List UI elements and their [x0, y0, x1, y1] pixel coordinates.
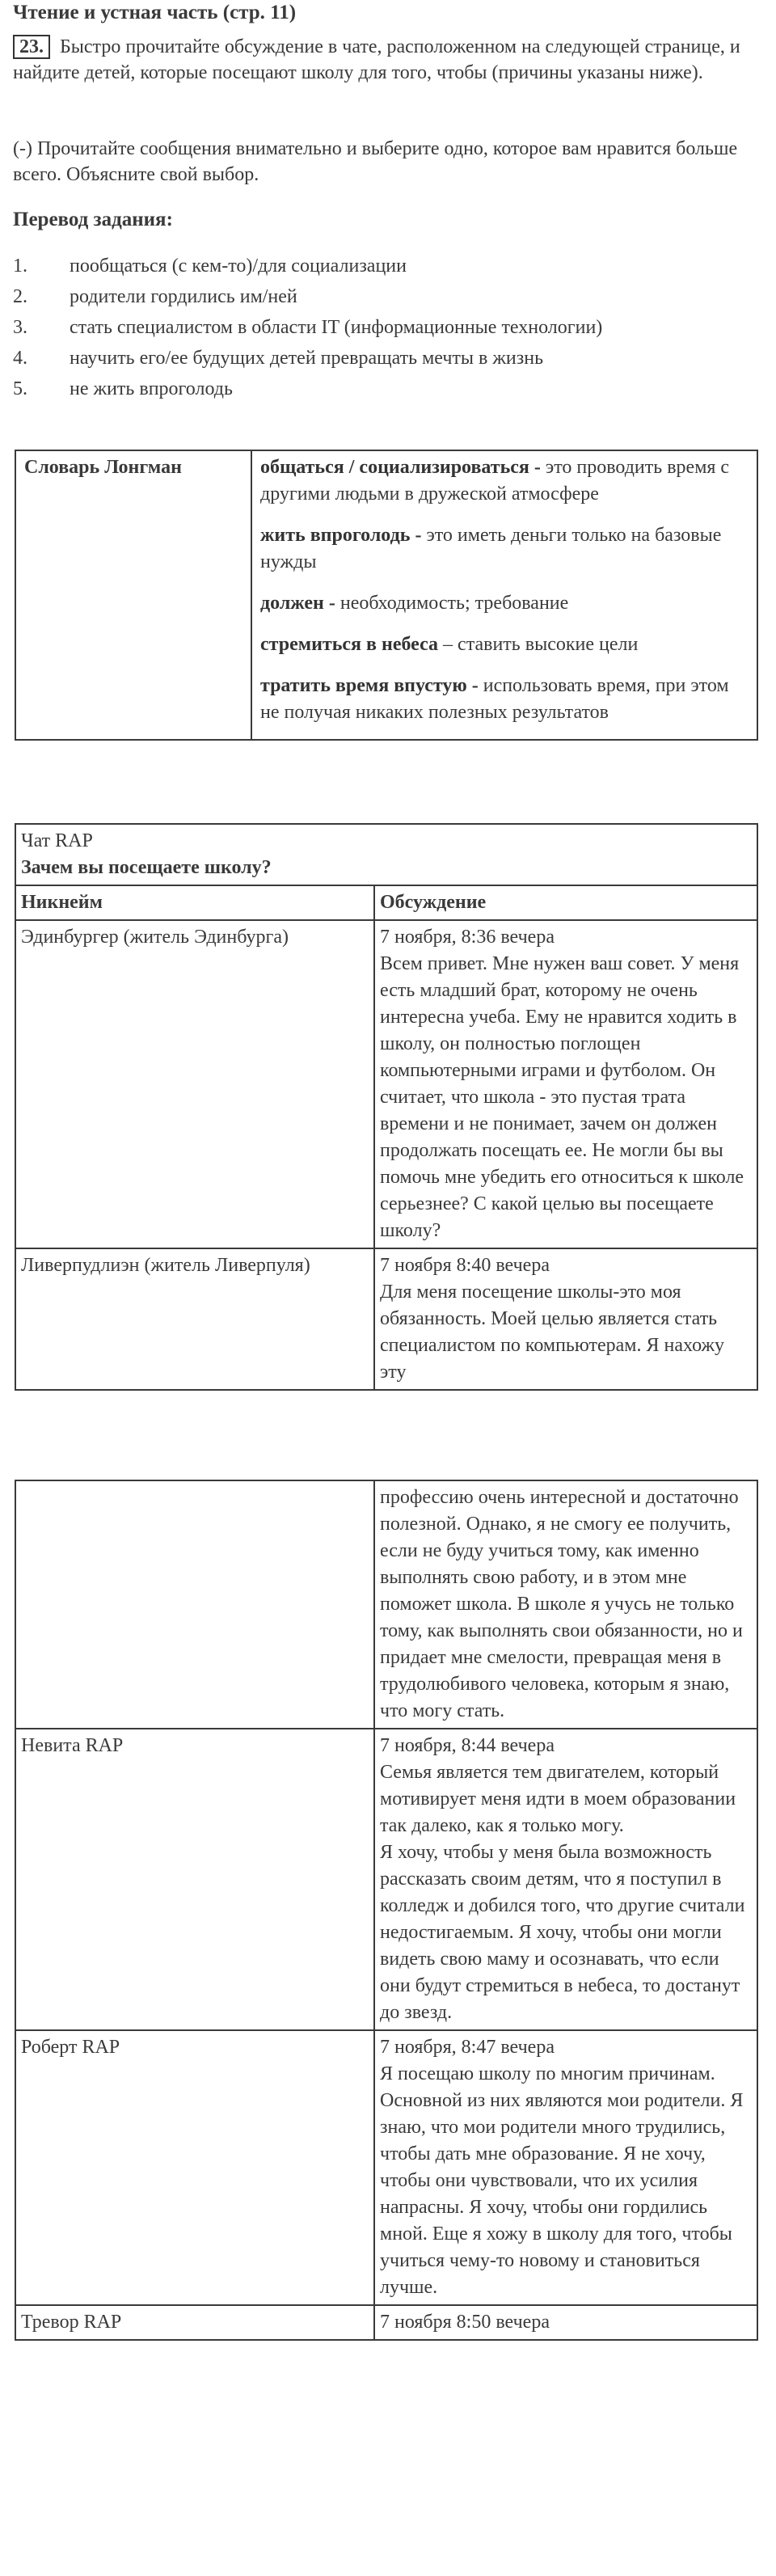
chat-title-cell: [15, 824, 757, 885]
chat-header-row: [15, 885, 757, 920]
chat-table-part-1: [15, 823, 758, 1391]
message-cell: [374, 1480, 757, 1729]
reason-text: научить его/ее будущих детей превращать мечты в жизнь: [70, 348, 544, 369]
message-text: Для меня посещение школы-это моя обязанность. Моей целью является стать специалистом по компьютерам. Я нахожу эту: [380, 1282, 725, 1383]
chat-message-row: [15, 920, 757, 1248]
reason-item: [13, 281, 740, 312]
reason-text: стать специалистом в области IT (информационные технологии): [70, 317, 603, 338]
message-nickname: Невита RAP: [15, 1729, 374, 2030]
reason-number: 2.: [13, 286, 27, 307]
dictionary-separator: –: [438, 634, 458, 655]
message-nickname: Роберт RAP: [15, 2030, 374, 2305]
dictionary-term: общаться / социализироваться: [260, 457, 529, 478]
dictionary-entry: [260, 454, 749, 508]
reason-item: [13, 312, 740, 343]
message-cell: [374, 1729, 757, 2030]
dictionary-label: Словарь Лонгман: [15, 450, 251, 740]
message-time: 7 ноября 8:40 вечера: [380, 1255, 550, 1276]
dictionary-row: [15, 450, 757, 740]
message-nickname: Тревор RAP: [15, 2305, 374, 2340]
reason-number: 1.: [13, 255, 27, 277]
reason-text: пообщаться (с кем-то)/для социализации: [70, 255, 407, 277]
reasons-list: [13, 251, 740, 404]
subtask-text: (-) Прочитайте сообщения внимательно и выберите одно, которое вам нравится больше всего. Объясните свой выбор.: [13, 138, 738, 185]
dictionary-entries: [251, 450, 757, 740]
dictionary-entry: [260, 631, 749, 658]
task-text: Быстро прочитайте обсуждение в чате, расположенном на следующей странице, и найдите детей, которые посещают школу для того, чтобы (причины указаны ниже).: [13, 36, 740, 83]
message-time: 7 ноября, 8:47 вечера: [380, 2037, 555, 2058]
dictionary-term: стремиться в небеса: [260, 634, 439, 655]
dictionary-separator: -: [323, 593, 340, 614]
dictionary-definition: необходимость; требование: [340, 593, 569, 614]
chat-question: Зачем вы посещаете школу?: [21, 857, 272, 878]
section-title: Чтение и устная часть (стр. 11): [13, 2, 297, 23]
column-header-discussion: Обсуждение: [374, 885, 757, 920]
reason-number: 3.: [13, 317, 27, 338]
dictionary-entry: [260, 590, 749, 617]
message-text: Всем привет. Мне нужен ваш совет. У меня есть младший брат, которому не очень интересна учеба. Ему не нравится ходить в школу, он полностью поглощен компьютерными играми и футболом. Он считает, что школа - это пустая трата времени и не понимает, зачем он должен продолжать посещать ее. Не могли бы вы помочь мне убедить его относиться к школе серьезнее? С какой целью вы посещаете школу?: [380, 953, 744, 1241]
message-cell: [374, 1248, 757, 1390]
reason-number: 5.: [13, 378, 27, 399]
message-cell: [374, 920, 757, 1248]
message-time: 7 ноября 8:50 вечера: [380, 2312, 550, 2333]
reason-item: [13, 251, 740, 281]
dictionary-definition: использовать время, при этом не получая никаких полезных результатов: [260, 675, 729, 723]
dictionary-term: жить впроголодь: [260, 525, 411, 546]
reason-number: 4.: [13, 348, 27, 369]
reason-text: родители гордились им/ней: [70, 286, 297, 307]
message-nickname: [15, 1480, 374, 1729]
dictionary-term: тратить время впустую: [260, 675, 467, 696]
task-paragraph: [13, 34, 740, 86]
chat-table-part-2: [15, 1480, 758, 2341]
reason-item: [13, 374, 740, 404]
dictionary-definition: ставить высокие цели: [458, 634, 639, 655]
translation-title: Перевод задания:: [13, 209, 173, 230]
message-cell: [374, 2030, 757, 2305]
dictionary-separator: -: [466, 675, 483, 696]
message-nickname: Ливерпудлиэн (житель Ливерпуля): [15, 1248, 374, 1390]
chat-message-row: [15, 2305, 757, 2340]
dictionary-separator: -: [410, 525, 427, 546]
chat-title-row: [15, 824, 757, 885]
message-time: 7 ноября, 8:36 вечера: [380, 927, 555, 948]
chat-title: Чат RAP: [21, 830, 93, 851]
dictionary-definition: это иметь деньги только на базовые нужды: [260, 525, 722, 572]
dictionary-definition: это проводить время с другими людьми в дружеской атмосфере: [260, 457, 730, 505]
dictionary-separator: -: [529, 457, 546, 478]
chat-message-row: [15, 1248, 757, 1390]
chat-message-row: [15, 1480, 757, 1729]
message-text: Семья является тем двигателем, который мотивирует меня идти в моем образовании так далеко, как я только могу. Я хочу, чтобы у меня была возможность рассказать своим детям, что я поступил в колледж и добился того, что другие считали недостигаемым. Я хочу, чтобы они могли видеть свою маму и осознавать, что если они будут стремиться в небеса, то достанут до звезд.: [380, 1762, 745, 2023]
chat-message-row: [15, 1729, 757, 2030]
message-cell: [374, 2305, 757, 2340]
message-time: 7 ноября, 8:44 вечера: [380, 1735, 555, 1756]
message-text: Я посещаю школу по многим причинам. Основной из них являются мои родители. Я знаю, что мои родители много трудились, чтобы дать мне образование. Я не хочу, чтобы они чувствовали, что их усилия напрасны. Я хочу, чтобы они гордились мной. Еще я хожу в школу для того, чтобы учиться чему-то новому и становиться лучше.: [380, 2063, 744, 2298]
message-text: профессию очень интересной и достаточно полезной. Однако, я не смогу ее получить, если не буду учиться тому, как именно выполнять свою работу, и в этом мне поможет школа. В школе я учусь не только тому, как выполнять свои обязанности, но и придает мне смелости, превращая меня в трудолюбивого человека, которым я знаю, что могу стать.: [380, 1487, 743, 1721]
message-nickname: Эдинбургер (житель Эдинбурга): [15, 920, 374, 1248]
dictionary-table: [15, 450, 758, 741]
dictionary-entry: [260, 522, 749, 576]
reason-text: не жить впроголодь: [70, 378, 233, 399]
reason-item: [13, 343, 740, 374]
dictionary-entry: [260, 673, 749, 726]
column-header-nickname: Никнейм: [15, 885, 374, 920]
task-number-badge: 23.: [13, 35, 50, 59]
dictionary-term: должен: [260, 593, 324, 614]
chat-message-row: [15, 2030, 757, 2305]
